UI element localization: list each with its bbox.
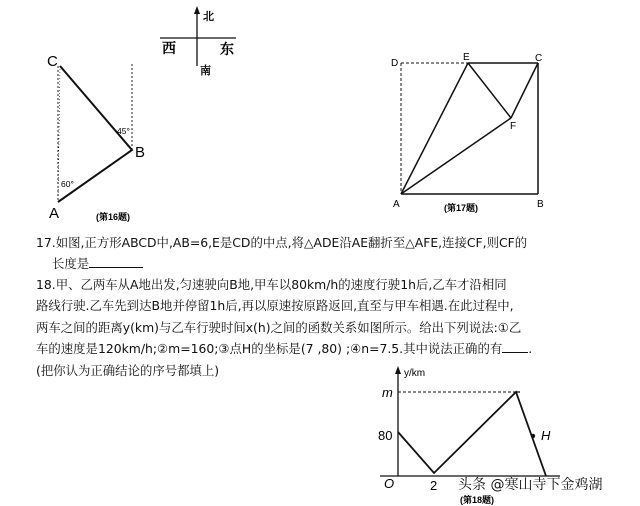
fig17-af-line xyxy=(401,118,511,194)
compass-west: 西 xyxy=(162,40,176,56)
q18-line-1: 18.甲、乙两车从A地出发,匀速驶向B地,甲车以80km/h的速度行驶1h后,乙车才沿相同 xyxy=(36,277,507,292)
fig17-label-b: B xyxy=(537,199,544,210)
fig18-label-2: 2 xyxy=(430,478,438,493)
figure-17 xyxy=(388,50,558,215)
fig17-label-a: A xyxy=(393,199,400,210)
fig16-label-c: C xyxy=(47,53,58,70)
q18-line-4-text: 车的速度是120km/h;②m=160;③点H的坐标是(7 ,80) ;④n=7.5.其中说法正确的有 xyxy=(36,341,503,357)
q18-line-3: 两车之间的距离y(km)与乙车行驶时间x(h)之间的函数关系如图所示。给出下列说法:①乙 xyxy=(36,319,522,335)
q18-line-4: 车的速度是120km/h;②m=160;③点H的坐标是(7 ,80) ;④n=7.5.其中说法正确的有 . xyxy=(36,341,533,357)
compass-east: 东 xyxy=(220,41,234,57)
q17-line-2 xyxy=(36,253,527,274)
fig16-caption: (第16题) xyxy=(96,212,131,222)
fig16-label-a: A xyxy=(49,205,60,222)
fig18-graph-line xyxy=(398,392,546,476)
fig17-caption: (第17题) xyxy=(444,203,479,213)
question-17 xyxy=(36,232,527,275)
fig18-label-80: 80 xyxy=(378,428,393,443)
fig16-angle-b: 45° xyxy=(117,126,130,136)
fig18-point-h xyxy=(531,434,535,438)
fig18-caption: (第18题) xyxy=(460,495,495,505)
q17-answer-blank xyxy=(89,255,143,268)
compass-north: 北 xyxy=(203,11,214,23)
fig16-angle-a: 60° xyxy=(61,179,74,189)
fig17-label-e: E xyxy=(463,52,470,63)
fig16-label-b: B xyxy=(135,144,146,161)
q18-line-2: 路线行驶.乙车先到达B地并停留1h后,再以原速按原路返回,直至与甲车相遇.在此过程中, xyxy=(36,298,514,314)
fig18-label-h: H xyxy=(541,428,551,443)
fig18-y-arrow-icon xyxy=(395,366,401,374)
compass-south: 南 xyxy=(200,65,211,76)
watermark: 头条 @寒山寺下金鸡湖 xyxy=(458,477,603,493)
fig18-label-o: O xyxy=(384,476,395,491)
q17-line-1: 17.如图,正方形ABCD中,AB=6,E是CD的中点,将△ADE沿AE翻折至△AFE,连接CF,则CF的 xyxy=(36,235,528,250)
q18-line-5: (把你认为正确结论的序号都填上) xyxy=(36,362,220,378)
fig18-label-m: m xyxy=(382,385,393,400)
q17-line-2-text: 长度是 xyxy=(52,256,90,272)
fig17-label-d: D xyxy=(391,58,399,69)
fig17-ae-line xyxy=(401,63,468,194)
q18-answer-blank xyxy=(502,340,528,353)
north-arrow-icon xyxy=(194,6,200,14)
fig17-fc-line xyxy=(511,63,538,118)
fig18-y-axis-label: y/km xyxy=(404,368,426,379)
fig17-ef-line xyxy=(468,63,511,118)
fig17-label-c: C xyxy=(535,53,543,64)
fig17-label-f: F xyxy=(510,121,517,132)
figure-16 xyxy=(40,44,180,229)
